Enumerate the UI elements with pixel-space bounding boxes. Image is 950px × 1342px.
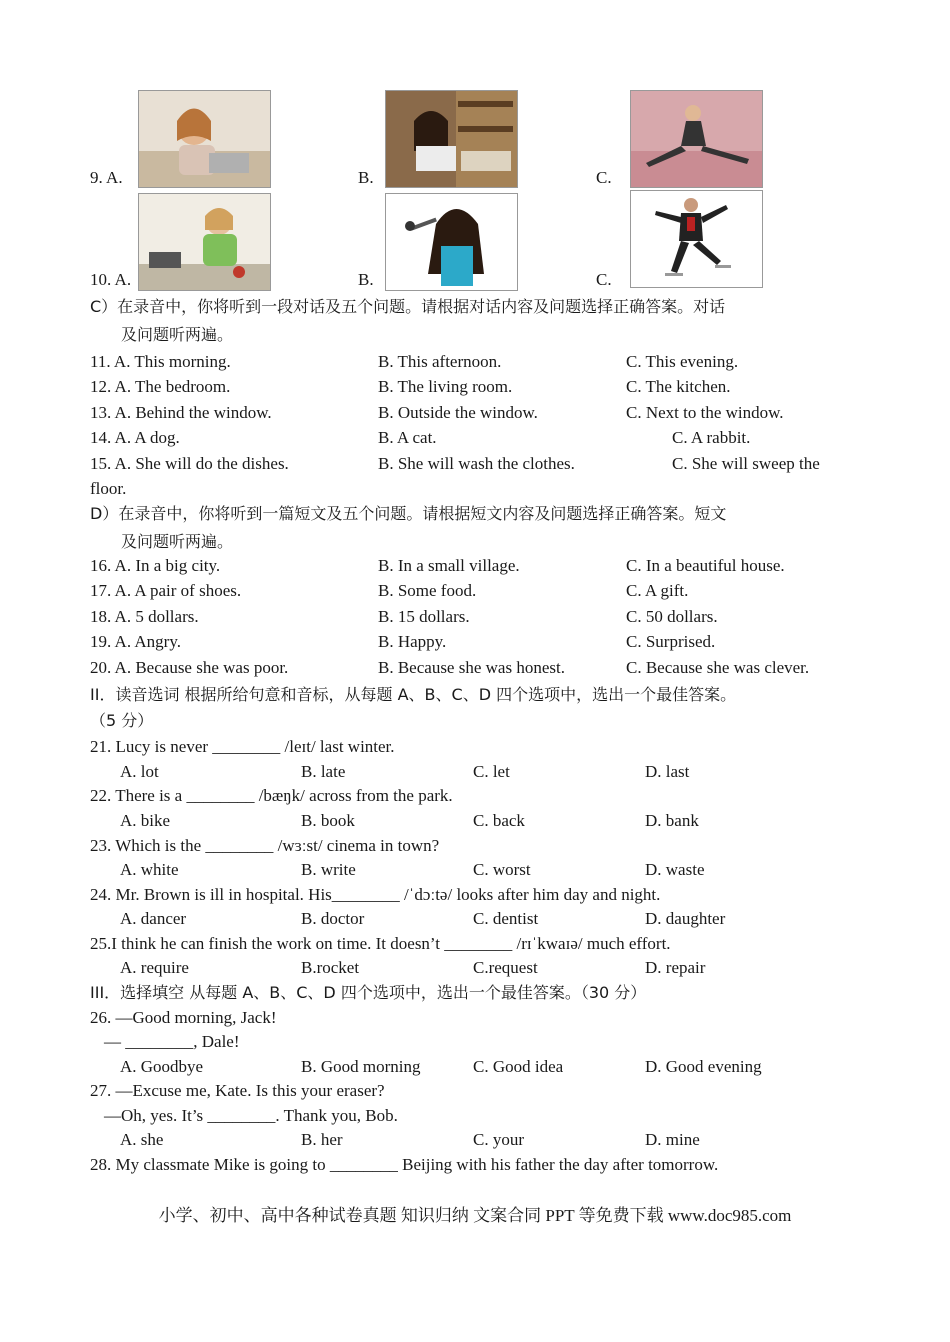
q27-option-a: A. she xyxy=(120,1130,164,1149)
q11-option-b: B. This afternoon. xyxy=(378,352,502,371)
q19-option-b: B. Happy. xyxy=(378,632,447,651)
q26-option-a: A. Goodbye xyxy=(120,1057,204,1076)
q20-option-c: C. Because she was clever. xyxy=(626,658,810,677)
q20-option-b: B. Because she was honest. xyxy=(378,658,565,677)
q15-option-b: B. She will wash the clothes. xyxy=(378,454,575,473)
q24-option-d: D. daughter xyxy=(645,909,726,928)
q24-stem: 24. Mr. Brown is ill in hospital. His________ /ˈdɔːtə/ looks after him day and night. xyxy=(90,885,661,904)
footer-text: 小学、初中、高中各种试卷真题 知识归纳 文案合同 PPT 等免费下载 www.doc985.com xyxy=(158,1206,792,1225)
q10-option-b-image xyxy=(385,193,518,291)
q14-option-a: 14. A. A dog. xyxy=(90,428,180,447)
q9-option-c-image xyxy=(630,90,763,188)
q27-line2: —Oh, yes. It’s ________. Thank you, Bob. xyxy=(104,1106,398,1125)
q23-option-b: B. write xyxy=(301,860,356,879)
q14-option-b: B. A cat. xyxy=(378,428,437,447)
q28-line1: 28. My classmate Mike is going to ________ Beijing with his father the day after tomorrow. xyxy=(90,1155,719,1174)
q22-stem: 22. There is a ________ /bæŋk/ across from the park. xyxy=(90,786,453,805)
q10-option-c-image xyxy=(630,190,763,288)
q9-option-b-image xyxy=(385,90,518,188)
q18-option-c: C. 50 dollars. xyxy=(626,607,718,626)
q25-option-a: A. require xyxy=(120,958,189,977)
q9-option-a-image xyxy=(138,90,271,188)
q16-option-b: B. In a small village. xyxy=(378,556,520,575)
part2-heading-line1: II．读音选词 根据所给句意和音标，从每题 A、B、C、D 四个选项中，选出一个最佳答案。 xyxy=(90,685,737,704)
q21-option-a: A. lot xyxy=(120,762,159,781)
q21-option-c: C. let xyxy=(473,762,510,781)
q18-option-a: 18. A. 5 dollars. xyxy=(90,607,199,626)
q26-option-c: C. Good idea xyxy=(473,1057,564,1076)
q27-option-c: C. your xyxy=(473,1130,524,1149)
q21-option-d: D. last xyxy=(645,762,690,781)
q13-option-a: 13. A. Behind the window. xyxy=(90,403,272,422)
part2-heading-line2: （5 分） xyxy=(90,711,154,730)
q26-line2: — ________, Dale! xyxy=(104,1032,240,1051)
q23-option-c: C. worst xyxy=(473,860,531,879)
q9-option-c-label: C. xyxy=(596,168,612,187)
q26-option-b: B. Good morning xyxy=(301,1057,421,1076)
q17-option-a: 17. A. A pair of shoes. xyxy=(90,581,242,600)
q24-option-a: A. dancer xyxy=(120,909,187,928)
q27-line1: 27. —Excuse me, Kate. Is this your eraser? xyxy=(90,1081,385,1100)
q25-option-c: C.request xyxy=(473,958,538,977)
q23-option-d: D. waste xyxy=(645,860,705,879)
section-d-instruction-line1: D）在录音中，你将听到一篇短文及五个问题。请根据短文内容及问题选择正确答案。短文 xyxy=(90,504,727,523)
q13-option-c: C. Next to the window. xyxy=(626,403,784,422)
section-c-instruction-line1: C）在录音中，你将听到一段对话及五个问题。请根据对话内容及问题选择正确答案。对话 xyxy=(90,297,726,316)
q9-option-b-label: B. xyxy=(358,168,374,187)
q22-option-a: A. bike xyxy=(120,811,171,830)
q15-option-a: 15. A. She will do the dishes. xyxy=(90,454,289,473)
q10-option-a-image xyxy=(138,193,271,291)
q27-option-b: B. her xyxy=(301,1130,343,1149)
q22-option-d: D. bank xyxy=(645,811,699,830)
q12-option-b: B. The living room. xyxy=(378,377,513,396)
q11-option-c: C. This evening. xyxy=(626,352,739,371)
q22-option-b: B. book xyxy=(301,811,355,830)
q21-stem: 21. Lucy is never ________ /leɪt/ last winter. xyxy=(90,737,395,756)
q26-option-d: D. Good evening xyxy=(645,1057,762,1076)
q19-option-a: 19. A. Angry. xyxy=(90,632,181,651)
q27-option-d: D. mine xyxy=(645,1130,700,1149)
q16-option-a: 16. A. In a big city. xyxy=(90,556,221,575)
section-d-instruction-line2: 及问题听两遍。 xyxy=(121,532,234,551)
q25-stem: 25.I think he can finish the work on time. It doesn’t ________ /rɪˈkwaɪə/ much effort. xyxy=(90,934,671,953)
q12-option-a: 12. A. The bedroom. xyxy=(90,377,231,396)
q10-option-c-label: C. xyxy=(596,270,612,289)
q20-option-a: 20. A. Because she was poor. xyxy=(90,658,289,677)
q10-option-b-label: B. xyxy=(358,270,374,289)
q10-number: 10. A. xyxy=(90,270,132,289)
q17-option-c: C. A gift. xyxy=(626,581,689,600)
q22-option-c: C. back xyxy=(473,811,525,830)
q25-option-d: D. repair xyxy=(645,958,706,977)
q15-continuation: floor. xyxy=(90,479,127,498)
q9-number: 9. A. xyxy=(90,168,123,187)
q18-option-b: B. 15 dollars. xyxy=(378,607,470,626)
q21-option-b: B. late xyxy=(301,762,346,781)
q16-option-c: C. In a beautiful house. xyxy=(626,556,785,575)
q14-option-c: C. A rabbit. xyxy=(672,428,751,447)
q15-option-c: C. She will sweep the xyxy=(672,454,820,473)
q17-option-b: B. Some food. xyxy=(378,581,477,600)
q26-line1: 26. —Good morning, Jack! xyxy=(90,1008,277,1027)
q25-option-b: B.rocket xyxy=(301,958,360,977)
section-c-instruction-line2: 及问题听两遍。 xyxy=(121,325,234,344)
q11-option-a: 11. A. This morning. xyxy=(90,352,231,371)
q23-option-a: A. white xyxy=(120,860,179,879)
q19-option-c: C. Surprised. xyxy=(626,632,716,651)
q13-option-b: B. Outside the window. xyxy=(378,403,538,422)
q23-stem: 23. Which is the ________ /wɜːst/ cinema in town? xyxy=(90,836,440,855)
q24-option-b: B. doctor xyxy=(301,909,365,928)
q24-option-c: C. dentist xyxy=(473,909,539,928)
q12-option-c: C. The kitchen. xyxy=(626,377,731,396)
part3-heading: III．选择填空 从每题 A、B、C、D 四个选项中，选出一个最佳答案。（30 分） xyxy=(90,983,647,1002)
